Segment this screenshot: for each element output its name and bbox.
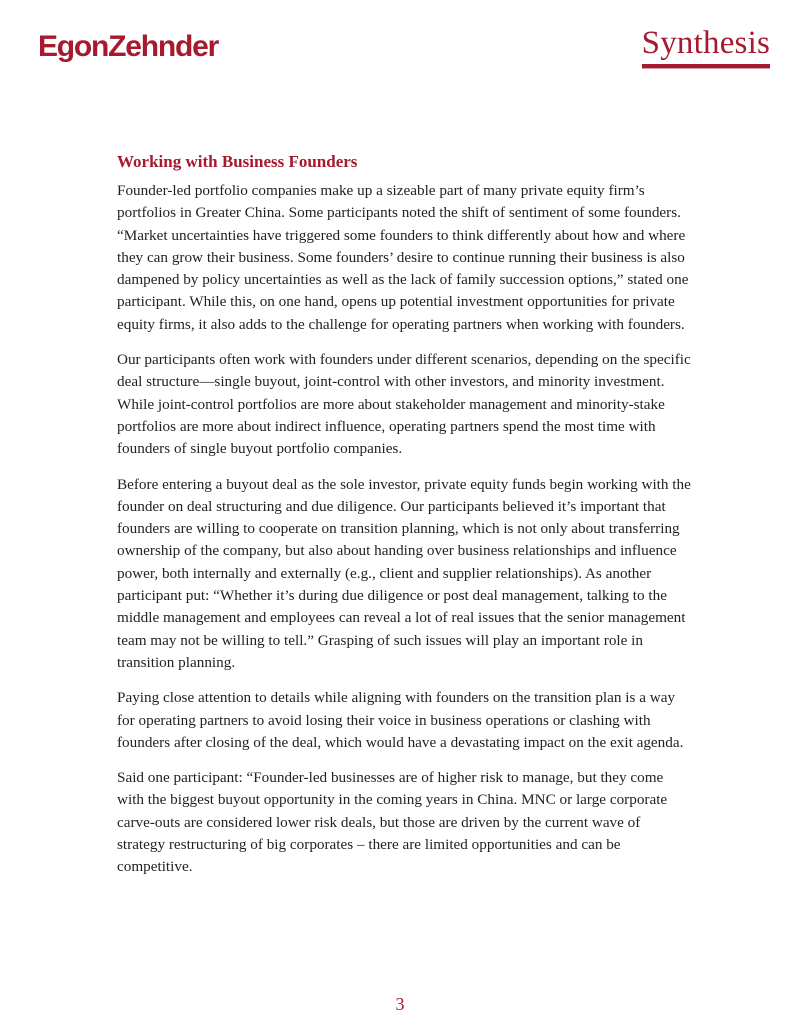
article-body: [117, 150, 692, 892]
paragraph-2: Our participants often work with founders under different scenarios, depending on the specific deal structure—single buyout, joint-control with other investors, and minority investment. While joint-control portfolios are more about stakeholder management and minority-stake portfolios are more about indirect influence, operating partners spend the most time with founders of single buyout portfolio companies.: [117, 351, 691, 458]
egon-zehnder-logo: EgonZehnder: [38, 30, 219, 63]
section-heading: Working with Business Founders: [117, 152, 358, 171]
page-number: 3: [395, 994, 405, 1014]
synthesis-logo-text: Synthesis: [641, 25, 770, 61]
paragraph-3: Before entering a buyout deal as the sole investor, private equity funds begin working with the founder on deal structuring and due diligence. Our participants believed it’s important that founders are willing to cooperate on transition planning, which is not only about transferring ownership of the company, but also about handing over business relationships and influence power, both internally and externally (e.g., client and supplier relationships). As another participant put: “Whether it’s during due diligence or post deal management, talking to the middle management and employees can reveal a lot of real issues that the senior management team may not be willing to tell.” Grasping of such issues will play an important role in transition planning.: [117, 475, 691, 671]
paragraph-1: Founder-led portfolio companies make up a sizeable part of many private equity firm’s portfolios in Greater China. Some participants noted the shift of sentiment of some founders. “Market uncertainties have triggered some founders to think differently about how and where they can grow their business. Some founders’ desire to continue running their business is also dampened by policy uncertainties as well as the lack of family succession options,” stated one participant. While this, on one hand, opens up potential investment opportunities for private equity firms, it also adds to the challenge for operating partners when working with founders.: [117, 182, 689, 333]
paragraph-4: Paying close attention to details while aligning with founders on the transition plan is a way for operating partners to avoid losing their voice in business operations or clashing with founders after closing of the deal, which would have a devastating impact on the exit agenda.: [117, 689, 684, 751]
synthesis-logo: [642, 24, 770, 69]
paragraph-5: Said one participant: “Founder-led businesses are of higher risk to manage, but they come with the biggest buyout opportunity in the coming years in China. MNC or large corporate carve-outs are considered lower risk deals, but those are driven by the current wave of strategy restructuring of big corporates – there are limited opportunities and can be competitive.: [117, 769, 668, 876]
synthesis-logo-underline: [642, 64, 770, 69]
